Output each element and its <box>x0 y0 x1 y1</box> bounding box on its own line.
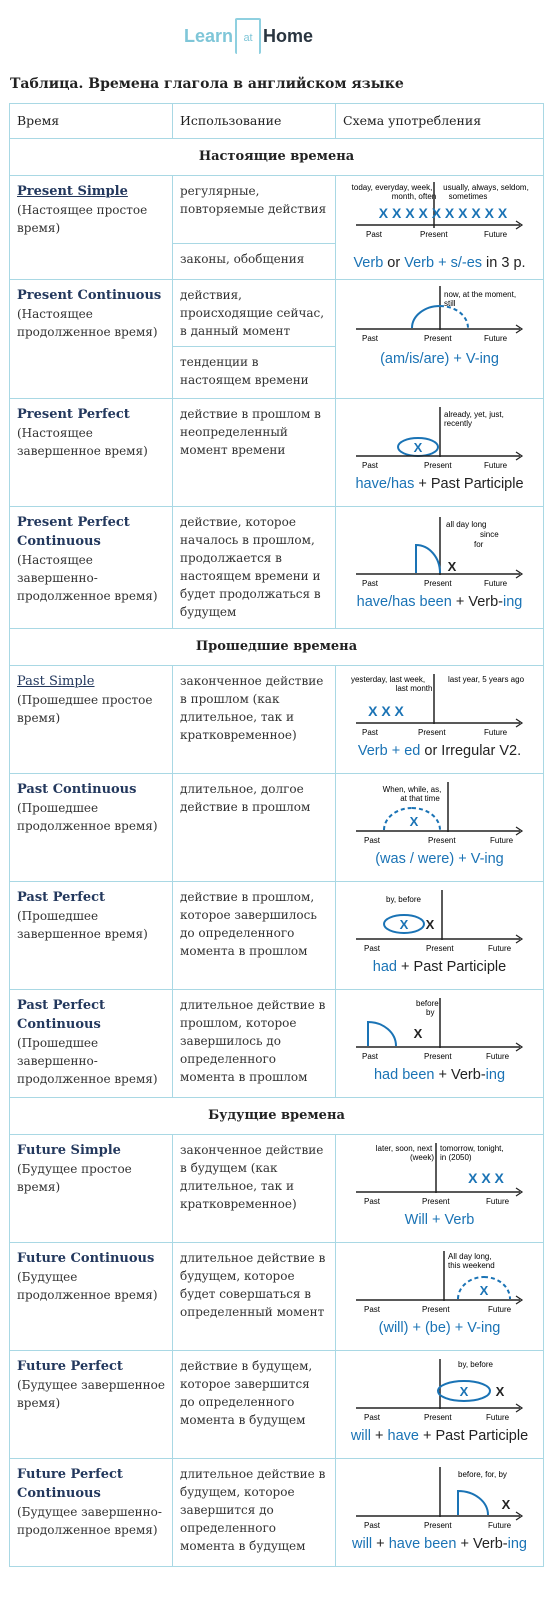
formula <box>339 1427 540 1445</box>
tense-name: Present Simple <box>17 184 128 199</box>
table-row <box>10 666 544 774</box>
formula-part: in 3 p. <box>482 255 526 271</box>
table-row <box>10 507 544 629</box>
tenses-table <box>9 103 544 1567</box>
action-arc <box>368 1022 396 1046</box>
x-mark: X <box>479 1283 488 1298</box>
axis-past: Past <box>363 836 380 845</box>
scheme-cell <box>336 507 544 629</box>
axis-present: Present <box>425 944 454 953</box>
formula-part: + Verb- <box>456 1536 508 1552</box>
axis-past: Past <box>363 1521 380 1530</box>
time-label: today, everyday, week, <box>351 183 432 192</box>
time-label: this weekend <box>447 1261 495 1270</box>
scheme-cell <box>336 774 544 882</box>
time-label: (week) <box>409 1153 434 1162</box>
time-label: tomorrow, tonight, <box>439 1144 504 1153</box>
table-row <box>10 990 544 1098</box>
axis-present: Present <box>423 334 452 343</box>
x-mark: X <box>495 1384 504 1399</box>
formula-part: have been <box>388 1536 457 1552</box>
tense-cell <box>10 507 173 629</box>
tense-name: Future Continuous <box>17 1251 155 1266</box>
axis-present: Present <box>423 579 452 588</box>
axis-future: Future <box>487 1305 511 1314</box>
formula-part: will <box>350 1428 371 1444</box>
tense-cell <box>10 774 173 882</box>
timeline-diagram <box>340 403 540 473</box>
scheme-cell <box>336 990 544 1098</box>
learn-at-home-logo <box>184 18 313 54</box>
axis-present: Present <box>423 461 452 470</box>
formula-part: + Past Participle <box>418 1428 529 1444</box>
axis-past: Past <box>363 944 380 953</box>
x-marks: X X X <box>467 1170 504 1186</box>
axis-present: Present <box>423 1052 452 1061</box>
axis-past: Past <box>363 1413 380 1422</box>
formula: (am/is/are) + V-ing <box>380 351 499 367</box>
x-mark: X <box>413 1026 422 1041</box>
axis-past: Past <box>361 728 378 737</box>
usage-cell: законченное действие в будущем (как длительное, так и кратковременное) <box>173 1135 336 1243</box>
tense-cell <box>10 1243 173 1351</box>
action-arc-dashed <box>440 306 468 328</box>
timeline-diagram <box>340 1355 540 1425</box>
axis-present: Present <box>427 836 456 845</box>
x-marks: X X X X X X X X X X <box>378 205 507 221</box>
tense-name: Past Continuous <box>17 782 137 797</box>
formula-part: + Verb- <box>434 1067 486 1083</box>
action-arc <box>412 306 440 328</box>
formula-part: ing <box>507 1536 527 1552</box>
x-mark: X <box>447 559 456 574</box>
tense-name: Past Simple <box>17 674 95 689</box>
timeline-diagram <box>340 670 540 740</box>
x-mark: X <box>501 1497 510 1512</box>
timeline-diagram <box>340 180 540 252</box>
usage-cell: тенденции в настоящем времени <box>173 347 336 399</box>
scheme-cell <box>336 1243 544 1351</box>
usage-cell: длительное, долгое действие в прошлом <box>173 774 336 882</box>
axis-future: Future <box>483 728 507 737</box>
formula <box>339 742 540 760</box>
axis-future: Future <box>483 230 507 239</box>
table-row <box>10 1459 544 1567</box>
formula-part: will <box>352 1536 373 1552</box>
tense-ru: (Будущее простое время) <box>17 1162 132 1194</box>
time-label: before, for, by <box>457 1470 507 1479</box>
section-present: Настоящие времена <box>10 139 544 176</box>
formula-part: had <box>372 959 397 975</box>
action-arc <box>416 545 440 573</box>
action-arc <box>458 1491 488 1515</box>
axis-past: Past <box>365 230 382 239</box>
tense-ru: (Будущее продолженное время) <box>17 1270 158 1302</box>
time-label: at that time <box>399 794 440 803</box>
section-row <box>10 629 544 666</box>
scheme-cell <box>336 1135 544 1243</box>
formula: (was / were) + V-ing <box>375 851 504 867</box>
axis-future: Future <box>483 461 507 470</box>
axis-future: Future <box>483 334 507 343</box>
formula <box>339 958 540 976</box>
time-label: month, often <box>391 192 436 201</box>
axis-future: Future <box>485 1197 509 1206</box>
usage-cell: регулярные, повторяемые действия <box>173 176 336 244</box>
usage-cell: длительное действие в прошлом, которое завершилось до определенного момента в прошлом <box>173 990 336 1098</box>
header-scheme: Схема употребления <box>336 104 544 139</box>
table-header-row <box>10 104 544 139</box>
formula-part: Verb <box>353 255 384 271</box>
time-label: for <box>473 540 483 549</box>
tense-name: Past Perfect <box>17 890 106 905</box>
tense-ru: (Прошедшее завершенное время) <box>17 909 148 941</box>
usage-cell: действие в прошлом в неопределенный момент времени <box>173 399 336 507</box>
formula <box>339 475 540 493</box>
time-label: All day long, <box>447 1252 492 1261</box>
x-mark: X <box>459 1384 468 1399</box>
section-past: Прошедшие времена <box>10 629 544 666</box>
tense-name: Future Perfect <box>17 1359 123 1374</box>
formula-part: Verb + ed <box>357 743 421 759</box>
tense-ru: (Прошедшее простое время) <box>17 693 153 725</box>
tense-cell <box>10 399 173 507</box>
scheme-cell <box>336 176 544 280</box>
usage-cell: действие в будущем, которое завершится до определенного момента в будущем <box>173 1351 336 1459</box>
timeline-diagram <box>340 1139 540 1209</box>
x-mark: X <box>399 917 408 932</box>
x-mark: X <box>425 917 434 932</box>
formula: (will) + (be) + V-ing <box>378 1320 501 1336</box>
action-arc-dashed <box>384 808 412 830</box>
axis-future: Future <box>485 1413 509 1422</box>
timeline-diagram <box>340 511 540 591</box>
tense-cell <box>10 280 173 399</box>
table-row <box>10 1135 544 1243</box>
header-usage: Использование <box>173 104 336 139</box>
formula <box>339 254 540 272</box>
usage-cell: длительное действие в будущем, которое будет совершаться в определенный момент <box>173 1243 336 1351</box>
time-label: later, soon, next <box>375 1144 432 1153</box>
logo-learn: Learn <box>184 25 234 46</box>
time-label: last month <box>395 684 432 693</box>
formula-part: ing <box>502 594 523 610</box>
time-label: sometimes <box>448 192 487 201</box>
timeline-diagram <box>340 284 540 348</box>
axis-future: Future <box>483 579 507 588</box>
usage-cell: длительное действие в будущем, которое завершится до определенного момента в будущем <box>173 1459 336 1567</box>
tense-cell <box>10 1351 173 1459</box>
timeline-diagram <box>340 1463 540 1533</box>
table-row <box>10 1351 544 1459</box>
logo-home: Home <box>263 25 314 46</box>
tense-ru: (Настоящее завершенно-продолженное время) <box>17 553 158 603</box>
usage-cell: действие, которое началось в прошлом, продолжается в настоящем времени и будет продолжаться в будущем <box>173 507 336 629</box>
axis-present: Present <box>423 1521 452 1530</box>
page-title: Таблица. Времена глагола в английском языке <box>10 76 404 92</box>
time-label: already, yet, just, <box>443 410 504 419</box>
scheme-cell <box>336 666 544 774</box>
scheme-cell <box>336 1351 544 1459</box>
time-label: yesterday, last week, <box>350 675 425 684</box>
time-label: in (2050) <box>439 1153 472 1162</box>
time-label: before <box>415 999 439 1008</box>
axis-future: Future <box>487 1521 511 1530</box>
formula-part: + <box>370 1428 388 1444</box>
formula-part: + Verb- <box>451 594 503 610</box>
tense-name: Present Perfect Continuous <box>17 515 130 549</box>
timeline-diagram <box>340 994 540 1064</box>
time-label: since <box>479 530 499 539</box>
table-row <box>10 882 544 990</box>
formula-part: or Irregular V2. <box>420 743 522 759</box>
axis-future: Future <box>485 1052 509 1061</box>
section-row <box>10 139 544 176</box>
timeline-diagram <box>340 1247 540 1317</box>
formula-part: + Past Participle <box>397 959 507 975</box>
tense-cell <box>10 666 173 774</box>
tense-name: Future Simple <box>17 1143 121 1158</box>
scheme-cell <box>336 399 544 507</box>
tense-ru: (Прошедшее продолженное время) <box>17 801 158 833</box>
formula-part: have <box>387 1428 419 1444</box>
time-label: by, before <box>457 1360 493 1369</box>
tense-cell <box>10 1135 173 1243</box>
tense-cell <box>10 990 173 1098</box>
axis-present: Present <box>423 1413 452 1422</box>
axis-past: Past <box>363 1305 380 1314</box>
tense-name: Present Continuous <box>17 288 162 303</box>
tense-name: Present Perfect <box>17 407 130 422</box>
scheme-cell <box>336 280 544 399</box>
time-label: all day long <box>445 520 486 529</box>
formula: Will + Verb <box>404 1212 475 1228</box>
formula <box>339 1066 540 1084</box>
time-label: still <box>443 299 456 308</box>
timeline-diagram <box>340 886 540 956</box>
tense-ru: (Будущее завершенно-продолженное время) <box>17 1505 162 1537</box>
time-label: by, before <box>385 895 421 904</box>
axis-future: Future <box>489 836 513 845</box>
table-row <box>10 1243 544 1351</box>
time-label: now, at the moment, <box>443 290 516 299</box>
usage-cell: законы, обобщения <box>173 244 336 280</box>
scheme-cell <box>336 882 544 990</box>
table-row <box>10 176 544 244</box>
tense-ru: (Будущее завершенное время) <box>17 1378 166 1410</box>
axis-present: Present <box>419 230 448 239</box>
formula-part: + <box>372 1536 389 1552</box>
tense-cell <box>10 176 173 280</box>
axis-present: Present <box>421 1305 450 1314</box>
time-label: by <box>425 1008 434 1017</box>
formula-part: or <box>383 255 405 271</box>
axis-past: Past <box>361 461 378 470</box>
formula-part: have/has been <box>356 594 452 610</box>
tense-ru: (Настоящее завершенное время) <box>17 426 148 458</box>
axis-past: Past <box>363 1197 380 1206</box>
axis-present: Present <box>417 728 446 737</box>
table-row <box>10 774 544 882</box>
tense-ru: (Настоящее простое время) <box>17 203 148 235</box>
formula-part: have/has <box>355 476 415 492</box>
axis-past: Past <box>361 334 378 343</box>
time-label: usually, always, seldom, <box>442 183 529 192</box>
formula-part: Verb + s/-es <box>404 255 483 271</box>
formula-part: ing <box>485 1067 506 1083</box>
formula-part: + Past Participle <box>414 476 524 492</box>
formula <box>339 593 540 611</box>
axis-future: Future <box>487 944 511 953</box>
usage-cell: действие в прошлом, которое завершилось до определенного момента в прошлом <box>173 882 336 990</box>
section-row <box>10 1098 544 1135</box>
formula <box>339 1535 540 1553</box>
header-tense: Время <box>10 104 173 139</box>
table-row <box>10 399 544 507</box>
tense-cell <box>10 1459 173 1567</box>
tense-name: Past Perfect Continuous <box>17 998 106 1032</box>
formula-part: had been <box>373 1067 435 1083</box>
axis-past: Past <box>361 579 378 588</box>
section-future: Будущие времена <box>10 1098 544 1135</box>
x-marks: X X X <box>367 703 404 719</box>
table-row <box>10 280 544 347</box>
time-label: last year, 5 years ago <box>447 675 524 684</box>
scheme-cell <box>336 1459 544 1567</box>
x-mark: X <box>413 440 422 455</box>
tense-cell <box>10 882 173 990</box>
usage-cell: законченное действие в прошлом (как длительное, так и кратковременное) <box>173 666 336 774</box>
time-label: When, while, as, <box>382 785 441 794</box>
tense-ru: (Прошедшее завершенно-продолженное время) <box>17 1036 158 1086</box>
axis-present: Present <box>421 1197 450 1206</box>
logo-at: at <box>235 18 261 54</box>
x-mark: X <box>409 814 418 829</box>
timeline-diagram <box>340 778 540 848</box>
axis-past: Past <box>361 1052 378 1061</box>
time-label: recently <box>443 419 472 428</box>
tense-ru: (Настоящее продолженное время) <box>17 307 158 339</box>
usage-cell: действия, происходящие сейчас, в данный момент <box>173 280 336 347</box>
tense-name: Future Perfect Continuous <box>17 1467 123 1501</box>
